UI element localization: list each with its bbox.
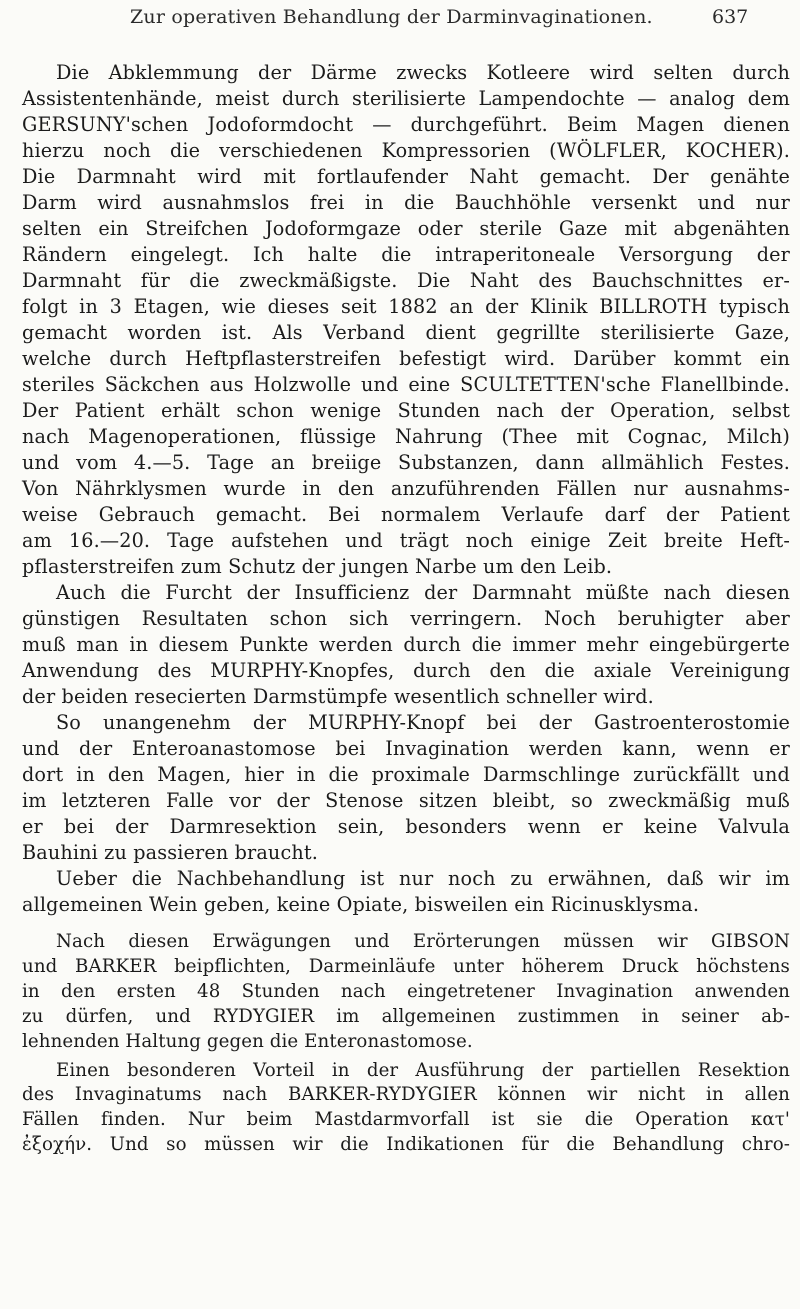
- paragraph-gap: [22, 918, 790, 926]
- text-line: Auch die Furcht der Insufficienz der Darmnaht müßte nach diesen: [56, 581, 790, 604]
- text-line: Von Nährklysmen wurde in den anzuführenden Fällen nur ausnahms-: [22, 477, 790, 500]
- paragraph-4: [22, 866, 790, 918]
- text-line: Assistentenhände, meist durch sterilisierte Lampendochte — analog dem: [22, 87, 790, 110]
- text-line: Ueber die Nachbehandlung ist nur noch zu erwähnen, daß wir im: [56, 867, 790, 890]
- text-line: in den ersten 48 Stunden nach eingetretener Invagination anwenden: [22, 980, 790, 1002]
- body-text: [22, 60, 790, 1158]
- text-line: Der Patient erhält schon wenige Stunden nach der Operation, selbst: [22, 399, 790, 422]
- text-line: Darmnaht für die zweckmäßigste. Die Naht des Bauchschnittes er-: [22, 269, 790, 292]
- text-line: dort in den Magen, hier in die proximale Darmschlinge zurückfällt und: [22, 763, 790, 786]
- text-line: folgt in 3 Etagen, wie dieses seit 1882 an der Klinik BILLROTH typisch: [22, 295, 790, 318]
- text-line: allgemeinen Wein geben, keine Opiate, bisweilen ein Ricinusklysma.: [22, 893, 700, 916]
- text-line: steriles Säckchen aus Holzwolle und eine SCULTETTEN'sche Flanellbinde.: [22, 373, 790, 396]
- text-line: selten ein Streifchen Jodoformgaze oder sterile Gaze mit abgenähten: [22, 217, 790, 240]
- text-line: Fällen finden. Nur beim Mastdarmvorfall ist sie die Operation κατ': [22, 1109, 790, 1131]
- paragraph-6: [22, 1059, 790, 1159]
- text-line: und vom 4.—5. Tage an breiige Substanzen, dann allmählich Festes.: [22, 451, 790, 474]
- text-line: Darm wird ausnahmslos frei in die Bauchhöhle versenkt und nur: [22, 191, 790, 214]
- text-line: lehnenden Haltung gegen die Enteronastomose.: [22, 1030, 473, 1052]
- running-title: Zur operativen Behandlung der Darminvaginationen.: [130, 6, 653, 28]
- text-line: muß man in diesem Punkte werden durch die immer mehr eingebürgerte: [22, 633, 790, 656]
- text-line: GERSUNY'schen Jodoformdocht — durchgeführt. Beim Magen dienen: [22, 113, 790, 136]
- paragraph-5: [22, 930, 790, 1055]
- text-line: günstigen Resultaten schon sich verringern. Noch beruhigter aber: [22, 607, 790, 630]
- text-line: Anwendung des MURPHY-Knopfes, durch den die axiale Vereinigung: [22, 659, 790, 682]
- page-number: 637: [712, 6, 749, 28]
- text-line: im letzteren Falle vor der Stenose sitzen bleibt, so zweckmäßig muß: [22, 789, 790, 812]
- text-line: Einen besonderen Vorteil in der Ausführung der partiellen Resektion: [56, 1059, 790, 1081]
- text-line: hierzu noch die verschiedenen Kompressorien (WÖLFLER, KOCHER).: [22, 139, 790, 162]
- text-line: Die Abklemmung der Därme zwecks Kotleere wird selten durch: [56, 61, 790, 84]
- text-line: So unangenehm der MURPHY-Knopf bei der Gastroenterostomie: [56, 711, 790, 734]
- paragraph-2: [22, 580, 790, 710]
- text-line: am 16.—20. Tage aufstehen und trägt noch einige Zeit breite Heft-: [22, 529, 790, 552]
- paragraph-3: [22, 710, 790, 866]
- text-line: der beiden resecierten Darmstümpfe wesentlich schneller wird.: [22, 685, 654, 708]
- text-line: Rändern eingelegt. Ich halte die intraperitoneale Versorgung der: [22, 243, 790, 266]
- text-line: weise Gebrauch gemacht. Bei normalem Verlaufe darf der Patient: [22, 503, 790, 526]
- text-line: Nach diesen Erwägungen und Erörterungen müssen wir GIBSON: [56, 931, 790, 952]
- text-line: ἐξοχήν. Und so müssen wir die Indikationen für die Behandlung chro-: [22, 1134, 790, 1156]
- text-line: nach Magenoperationen, flüssige Nahrung (Thee mit Cognac, Milch): [22, 425, 790, 448]
- text-line: gemacht worden ist. Als Verband dient gegrillte sterilisierte Gaze,: [22, 321, 790, 344]
- text-line: pflasterstreifen zum Schutz der jungen Narbe um den Leib.: [22, 555, 613, 578]
- text-line: welche durch Heftpflasterstreifen befestigt wird. Darüber kommt ein: [22, 347, 790, 370]
- text-line: und BARKER beipflichten, Darmeinläufe unter höherem Druck höchstens: [22, 955, 790, 977]
- text-line: Bauhini zu passieren braucht.: [22, 841, 318, 864]
- text-line: und der Enteroanastomose bei Invagination werden kann, wenn er: [22, 737, 790, 760]
- text-line: des Invaginatums nach BARKER-RYDYGIER können wir nicht in allen: [22, 1084, 790, 1106]
- paragraph-1: [22, 60, 790, 580]
- text-line: er bei der Darmresektion sein, besonders wenn er keine Valvula: [22, 815, 790, 838]
- text-line: zu dürfen, und RYDYGIER im allgemeinen zustimmen in seiner ab-: [22, 1005, 790, 1027]
- text-line: Die Darmnaht wird mit fortlaufender Naht gemacht. Der genähte: [22, 165, 790, 188]
